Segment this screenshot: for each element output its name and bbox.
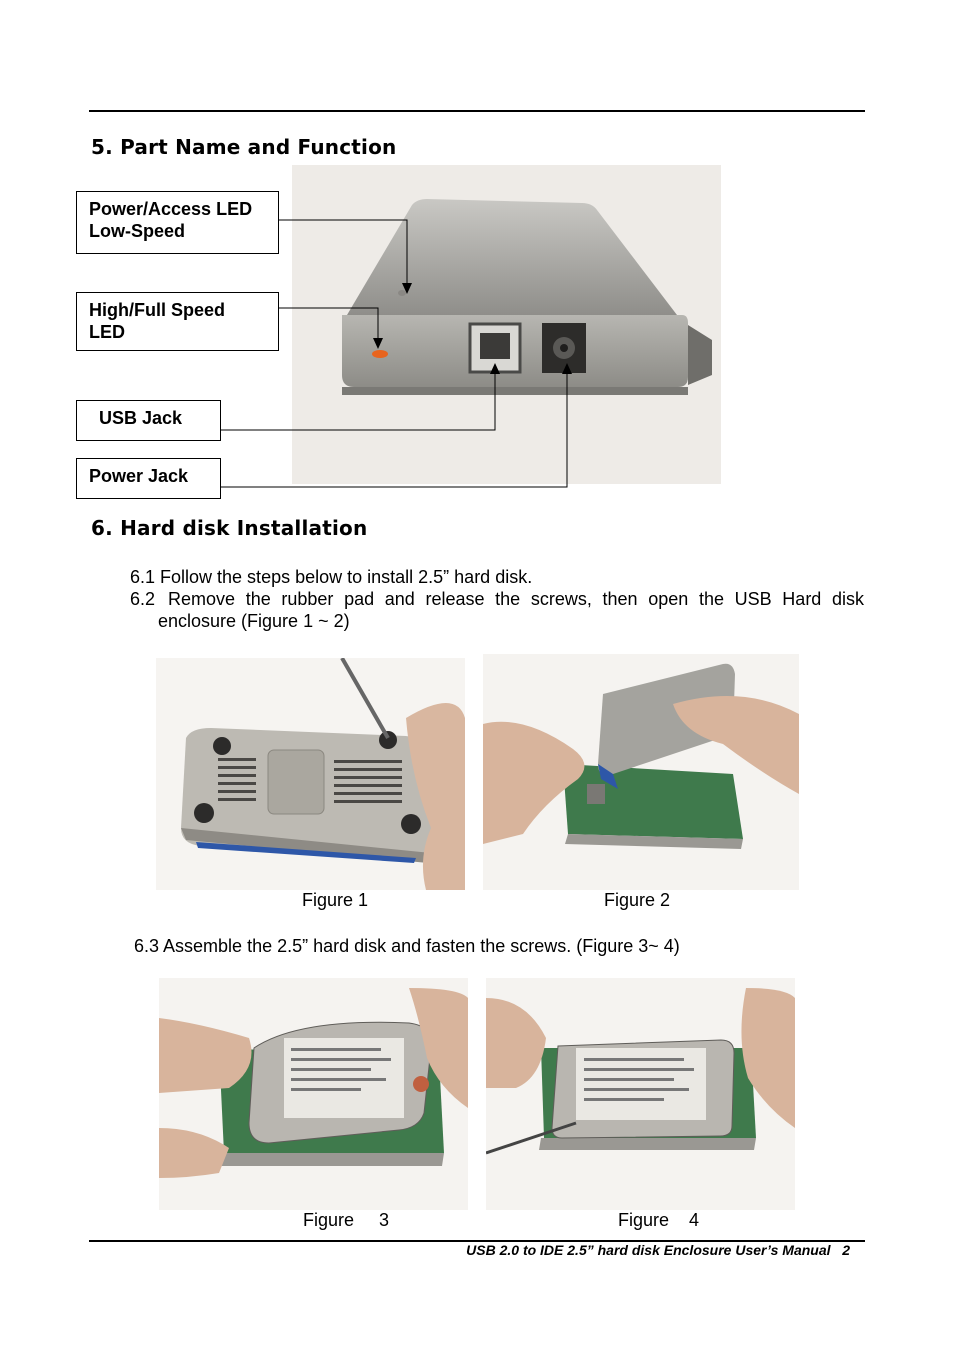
footer: [466, 1242, 850, 1258]
figure-2-caption: Figure 2: [604, 890, 671, 910]
footer-title: USB 2.0 to IDE 2.5” hard disk Enclosure User’s Manual: [466, 1242, 831, 1258]
step-6-2-number: 6.2: [130, 589, 156, 609]
figure-1-caption: Figure 1: [302, 890, 369, 910]
section-6-heading: 6. Hard disk Installation: [91, 516, 368, 540]
figure-4-photo: [486, 978, 795, 1210]
step-6-3: 6.3 Assemble the 2.5” hard disk and fasten the screws. (Figure 3~ 4): [134, 936, 680, 956]
step-6-2: [158, 588, 864, 632]
figure-3-caption: Figure 3: [303, 1210, 390, 1230]
usb-jack-label: USB Jack: [76, 400, 221, 441]
leader-lines: [0, 0, 954, 520]
step-6-1: 6.1 Follow the steps below to install 2.5” hard disk.: [130, 567, 533, 587]
power-jack-label: Power Jack: [76, 458, 221, 499]
section-5-heading: 5. Part Name and Function: [91, 135, 397, 159]
step-6-2-text: Remove the rubber pad and release the screws, then open the USB Hard disk enclosure (Figure 1 ~ 2): [158, 589, 864, 631]
high-full-speed-led-label: High/Full Speed LED: [76, 292, 279, 351]
figure-4-caption: Figure 4: [618, 1210, 700, 1230]
power-access-led-label: Power/Access LED Low-Speed: [76, 191, 279, 254]
page-number: 2: [842, 1242, 850, 1258]
figure-2-photo: [483, 654, 799, 890]
figure-1-photo: [156, 658, 465, 890]
figure-3-photo: [159, 978, 468, 1210]
